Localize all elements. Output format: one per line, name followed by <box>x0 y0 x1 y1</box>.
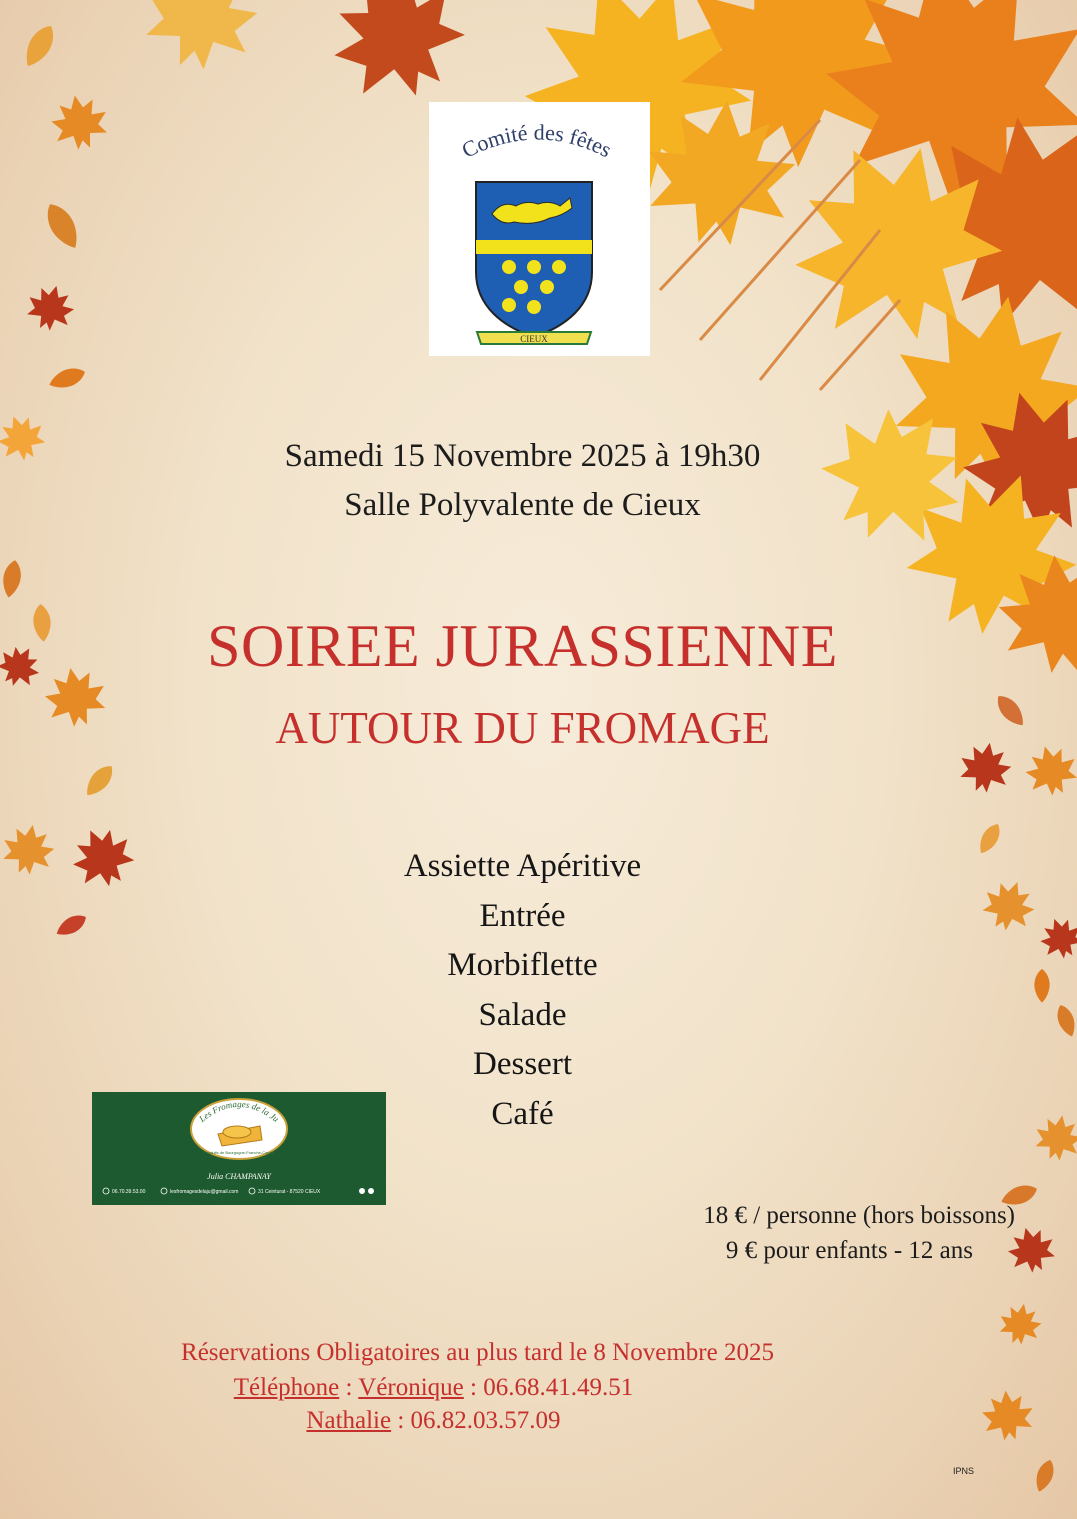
menu-item: Salade <box>478 996 567 1033</box>
sponsor-banner <box>92 1092 386 1205</box>
phone-label: Téléphone <box>233 1374 340 1401</box>
ipns-mark: IPNS <box>953 1466 975 1476</box>
sponsor-tagline: Produits de Bourgogne-Franche-Comté <box>203 1150 275 1155</box>
menu-item: Morbiflette <box>447 947 598 983</box>
instagram-icon <box>368 1188 374 1194</box>
sponsor-brand: Les Fromages de la Ju <box>197 1098 281 1124</box>
phone-icon <box>103 1188 109 1194</box>
menu-item: Café <box>491 1095 554 1132</box>
logo-arc-text: Comité des fêtes <box>457 119 616 163</box>
cheese-logo <box>92 1092 386 1205</box>
reservation-phone-line <box>0 1374 911 1402</box>
menu-item: Assiette Apéritive <box>403 848 642 884</box>
contact2-name: Nathalie <box>306 1407 392 1434</box>
separator: : <box>339 1374 359 1401</box>
event-subtitle: AUTOUR DU FROMAGE <box>275 703 770 753</box>
price-child: 9 € pour enfants - 12 ans <box>725 1237 973 1264</box>
contact1-name: Véronique <box>358 1374 464 1401</box>
coat-of-arms-logo <box>429 102 650 356</box>
facebook-icon <box>359 1188 365 1194</box>
sponsor-address: 31 Ceinturat - 87520 CIEUX <box>258 1189 321 1195</box>
menu-item: Dessert <box>473 1046 572 1082</box>
event-date: Samedi 15 Novembre 2025 à 19h30 <box>284 438 761 474</box>
reservation-contact2-line <box>0 1407 911 1435</box>
location-icon <box>249 1188 255 1194</box>
sponsor-email: lesfromagesdelaju@gmail.com <box>170 1189 239 1195</box>
svg-text:Comité des fêtes <box>458 119 616 162</box>
event-venue: Salle Polyvalente de Cieux <box>344 487 701 523</box>
menu-item: Entrée <box>479 897 566 934</box>
event-title: SOIREE JURASSIENNE <box>207 613 838 679</box>
sponsor-owner: Julia CHAMPANAY <box>207 1172 271 1181</box>
reservation-notice: Réservations Obligatoires au plus tard le 8 Novembre 2025 <box>181 1339 774 1366</box>
contact2-number: : 06.82.03.57.09 <box>391 1407 561 1434</box>
logo-ribbon-text: CIEUX <box>520 334 548 344</box>
contact1-number: : 06.68.41.49.51 <box>463 1374 634 1401</box>
price-adult: 18 € / personne (hors boissons) <box>703 1202 1015 1229</box>
left-leaf-column <box>0 21 142 941</box>
comite-logo <box>429 102 650 356</box>
email-icon <box>161 1188 167 1194</box>
sponsor-phone: 06.70.39.53.00 <box>112 1189 146 1195</box>
